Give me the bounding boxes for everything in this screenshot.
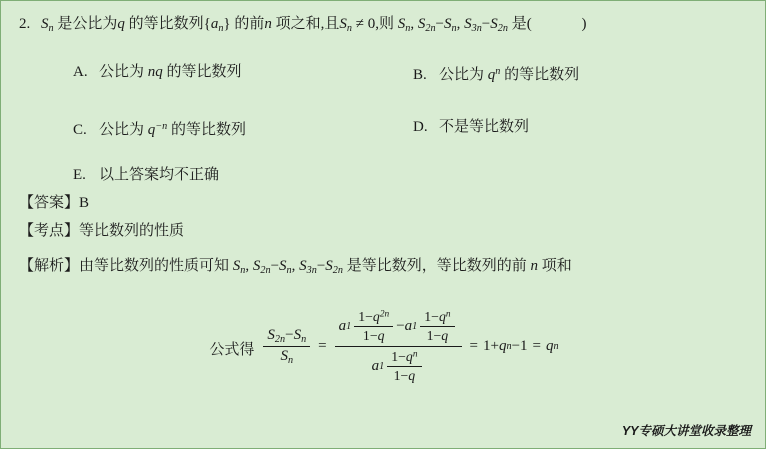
- an-S2n-b: S: [325, 258, 333, 274]
- question-line: [19, 13, 755, 40]
- nf1-one: 1: [358, 309, 366, 324]
- knowledge-value: 等比数列的性质: [79, 223, 185, 239]
- question-text-2: 的等比数列: [128, 16, 204, 32]
- an-n: n: [530, 258, 538, 274]
- question-text-6: 是(: [511, 16, 532, 32]
- final-q-exp: n: [553, 341, 559, 352]
- brace-right: }: [223, 16, 231, 32]
- df-one: 1: [391, 349, 399, 364]
- an-minus-1: −: [270, 258, 280, 274]
- symbol-Sn-2-sub: n: [346, 22, 352, 34]
- num-frac-1-num: [354, 308, 393, 326]
- final-q: q: [546, 338, 554, 354]
- an-S3n-sub: 3n: [306, 264, 317, 276]
- nf2-q: q: [438, 309, 446, 324]
- lhs-den-S: S: [280, 348, 288, 364]
- choice-d-suffix: 不是等比数列: [439, 119, 530, 135]
- choice-b-label: B.: [413, 67, 427, 84]
- choice-e[interactable]: [73, 165, 219, 185]
- formula-lead: 公式得: [209, 342, 255, 358]
- seq-S2n-b: S: [490, 16, 498, 32]
- an-Sn-a: S: [279, 258, 287, 274]
- symbol-Sn-2: S: [339, 16, 347, 32]
- symbol-an-a: a: [210, 16, 219, 32]
- res-q-exp: n: [506, 341, 512, 352]
- den-a1: a: [371, 358, 380, 374]
- res-q: q: [498, 338, 507, 354]
- footer-watermark: YY专硕大讲堂收录整理: [621, 424, 751, 438]
- dfd-minus: −: [400, 368, 409, 383]
- choice-c-label: C.: [73, 122, 87, 139]
- formula-big-denominator: [368, 347, 429, 386]
- lhs-S2n-sub: 2n: [274, 334, 286, 345]
- nf1d-q: q: [377, 328, 385, 343]
- question-text-3: 的前: [234, 16, 265, 32]
- formula-lhs-denominator: [276, 347, 297, 367]
- analysis-tag: 【解析】: [19, 258, 80, 274]
- symbol-neq0: ≠ 0: [355, 16, 376, 32]
- an-comma-2: ,: [291, 258, 296, 274]
- question-text-1: 是公比为: [57, 16, 118, 32]
- question-text-4: 项之和,且: [275, 16, 340, 32]
- formula-equals-3: =: [532, 338, 541, 354]
- seq-S1-sub: n: [405, 22, 411, 34]
- seq-Sn-a: S: [444, 16, 452, 32]
- seq-S2n-sub: 2n: [425, 22, 436, 34]
- choice-c[interactable]: [73, 117, 246, 140]
- choice-a-exp: q: [155, 64, 163, 80]
- nf2-exp: n: [445, 309, 451, 320]
- formula-equals-2: =: [469, 338, 478, 354]
- analysis-part1: 由等比数列的性质可知: [79, 258, 230, 274]
- formula-big-numerator: [335, 307, 462, 346]
- den-frac-den: [390, 367, 420, 385]
- lhs-den-sub: n: [287, 354, 294, 366]
- formula-lhs-fraction: [263, 326, 310, 367]
- an-S2n: S: [252, 258, 261, 274]
- dfd-one: 1: [393, 368, 401, 383]
- choice-e-label: E.: [73, 167, 86, 183]
- formula-equals-1: =: [318, 338, 327, 354]
- lhs-S2n: S: [267, 327, 275, 344]
- num-a1: a: [338, 318, 347, 334]
- knowledge-line: [19, 220, 184, 242]
- answer-value: B: [79, 195, 90, 211]
- nf2d-minus: −: [433, 328, 442, 343]
- brace-left: {: [203, 16, 211, 32]
- knowledge-tag: 【考点】: [19, 223, 80, 239]
- num-a1-b: a: [404, 318, 413, 334]
- seq-S3n-sub: 3n: [471, 22, 482, 34]
- lhs-Sn: S: [293, 327, 302, 344]
- nf1-q: q: [372, 309, 380, 324]
- den-frac-num: [387, 348, 421, 366]
- question-number: 2.: [19, 16, 31, 32]
- num-a1-b-sub: 1: [412, 321, 418, 332]
- seq-S1: S: [397, 16, 406, 32]
- choice-b-exp: n: [495, 66, 501, 77]
- an-S3n: S: [299, 258, 307, 274]
- choice-b[interactable]: [413, 62, 579, 85]
- seq-S2n: S: [417, 16, 426, 32]
- analysis-part3: 等比数列的前: [436, 258, 527, 274]
- choice-a-suffix: 的等比数列: [166, 64, 242, 80]
- nf1-exp: 2n: [379, 309, 390, 320]
- choice-c-base: q: [147, 122, 156, 139]
- res-plus: +: [490, 338, 499, 354]
- seq-comma-2: ,: [456, 16, 461, 32]
- question-text-7: ): [581, 16, 587, 32]
- choice-b-prefix: 公比为: [439, 67, 485, 84]
- an-minus-2: −: [316, 258, 326, 274]
- num-a1-sub: 1: [346, 321, 352, 332]
- choice-c-prefix: 公比为: [99, 122, 145, 139]
- nf1d-minus: −: [369, 328, 378, 343]
- nf2d-one: 1: [426, 328, 434, 343]
- formula-result-final: [546, 338, 559, 355]
- lhs-minus: −: [285, 327, 294, 344]
- analysis-part4: 项和: [541, 258, 572, 274]
- df-q: q: [405, 349, 413, 364]
- seq-minus-2: −: [481, 16, 491, 32]
- seq-S2n-b-sub: 2n: [497, 22, 508, 34]
- df-exp: n: [412, 349, 418, 360]
- question-text-5: ,则: [375, 16, 394, 32]
- num-frac-2-den: [423, 327, 453, 345]
- nf2-minus: −: [431, 309, 439, 324]
- res-one-2: 1: [520, 338, 528, 354]
- choice-c-exp: −n: [155, 121, 168, 132]
- choice-a[interactable]: [73, 62, 242, 82]
- seq-minus-1: −: [435, 16, 444, 32]
- nf1-minus: −: [365, 309, 373, 324]
- symbol-Sn-S: S: [41, 16, 49, 32]
- choice-e-suffix: 以上答案均不正确: [99, 167, 220, 183]
- choice-a-label: A.: [73, 64, 88, 80]
- choice-b-base: q: [487, 67, 496, 84]
- res-minus: −: [511, 338, 521, 354]
- answer-tag: 【答案】: [19, 195, 80, 211]
- formula-result-step: [483, 338, 528, 355]
- an-comma-1: ,: [245, 258, 250, 274]
- den-a1-sub: 1: [379, 361, 385, 372]
- choice-c-suffix: 的等比数列: [170, 122, 246, 139]
- num-frac-2: [420, 308, 454, 345]
- analysis-part2: 是等比数列，: [346, 258, 437, 274]
- an-Sn-a-sub: n: [286, 264, 292, 276]
- formula-lhs-numerator: [263, 326, 310, 346]
- formula-display: [1, 307, 766, 386]
- an-S2n-b-sub: 2n: [332, 264, 343, 276]
- seq-S3n: S: [464, 16, 472, 32]
- seq-comma-1: ,: [410, 16, 415, 32]
- choice-d-label: D.: [413, 119, 428, 135]
- lhs-Sn-sub: n: [301, 334, 307, 345]
- num-frac-2-num: [420, 308, 454, 326]
- answer-line: [19, 192, 89, 214]
- nf1d-one: 1: [362, 328, 370, 343]
- symbol-q: q: [117, 16, 125, 32]
- an-S2n-sub: 2n: [260, 264, 271, 276]
- num-minus: −: [396, 318, 405, 334]
- formula-big-fraction: [335, 307, 462, 386]
- den-frac: [387, 348, 421, 385]
- dfd-q: q: [408, 368, 416, 383]
- num-frac-1: [354, 308, 393, 345]
- nf2d-q: q: [441, 328, 449, 343]
- symbol-n-1: n: [264, 16, 272, 32]
- choice-d[interactable]: [413, 117, 529, 137]
- symbol-Sn-sub: n: [48, 22, 54, 34]
- choice-b-suffix: 的等比数列: [504, 67, 580, 84]
- choice-a-base: n: [147, 64, 156, 80]
- analysis-line: [19, 255, 753, 282]
- num-frac-1-den: [359, 327, 389, 345]
- symbol-an-sub: n: [218, 22, 224, 34]
- seq-Sn-a-sub: n: [451, 22, 457, 34]
- choice-a-prefix: 公比为: [99, 64, 145, 80]
- an-S1-sub: n: [240, 264, 246, 276]
- nf2-one: 1: [424, 309, 432, 324]
- df-minus: −: [398, 349, 406, 364]
- an-S1: S: [232, 258, 241, 274]
- res-one: 1: [483, 338, 491, 354]
